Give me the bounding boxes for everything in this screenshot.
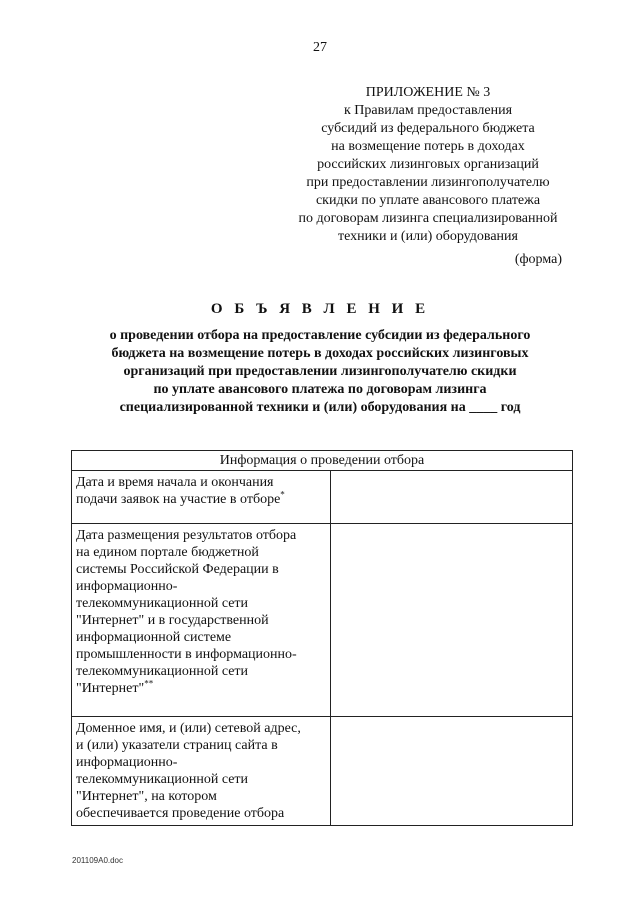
- appendix-line: скидки по уплате авансового платежа: [315, 193, 541, 208]
- row-label-line: промышленности в информационно-: [76, 647, 297, 662]
- document-title: О Б Ъ Я В Л Е Н И Е: [210, 301, 430, 317]
- footnote-marker: *: [280, 489, 285, 500]
- form-label: (форма): [514, 252, 562, 267]
- row-value-cell[interactable]: [330, 471, 572, 524]
- row-label-line: Дата размещения результатов отбора: [76, 528, 297, 543]
- appendix-line: техники и (или) оборудования: [338, 229, 518, 244]
- subtitle-line: по уплате авансового платежа по договорам лизинга: [153, 382, 487, 397]
- row-label-line: обеспечивается проведение отбора: [76, 806, 285, 821]
- table-header: Информация о проведении отбора: [72, 451, 573, 471]
- table-row: [72, 471, 573, 524]
- appendix-heading: [268, 84, 588, 246]
- row-label-line: Дата и время начала и окончания: [76, 475, 274, 490]
- document-subtitle: [40, 327, 600, 417]
- row-label-cell: [72, 717, 331, 826]
- row-label-line: Доменное имя, и (или) сетевой адрес,: [76, 721, 301, 736]
- appendix-line: при предоставлении лизингополучателю: [306, 175, 550, 190]
- appendix-line: ПРИЛОЖЕНИЕ № 3: [365, 85, 491, 100]
- row-label-line: телекоммуникационной сети: [76, 596, 249, 611]
- subtitle-line: о проведении отбора на предоставление субсидии из федерального: [109, 328, 531, 343]
- row-value-cell[interactable]: [330, 717, 572, 826]
- row-label-line: на едином портале бюджетной: [76, 545, 259, 560]
- row-label-cell: [72, 524, 331, 717]
- row-label-line: телекоммуникационной сети: [76, 772, 249, 787]
- row-label-text: "Интернет": [76, 681, 145, 696]
- row-label-line: информационно-: [76, 579, 178, 594]
- appendix-line: субсидий из федерального бюджета: [321, 121, 535, 136]
- subtitle-line: организаций при предоставлении лизингополучателю скидки: [123, 364, 517, 379]
- table-row: [72, 524, 573, 717]
- row-label-line: и (или) указатели страниц сайта в: [76, 738, 278, 753]
- row-label-line: "Интернет" и в государственной: [76, 613, 269, 628]
- row-label-line: [76, 491, 326, 508]
- row-label-line: информационно-: [76, 755, 178, 770]
- row-label-line: телекоммуникационной сети: [76, 664, 249, 679]
- page-number: 27: [313, 40, 327, 55]
- subtitle-line: бюджета на возмещение потерь в доходах российских лизинговых: [111, 346, 529, 361]
- appendix-line: на возмещение потерь в доходах: [331, 139, 525, 154]
- row-label-line: [76, 680, 326, 697]
- row-label-line: информационной системе: [76, 630, 232, 645]
- appendix-line: российских лизинговых организаций: [317, 157, 539, 172]
- row-label-cell: [72, 471, 331, 524]
- table-row: [72, 717, 573, 826]
- row-label-line: "Интернет", на котором: [76, 789, 217, 804]
- row-label-text: подачи заявок на участие в отборе: [76, 492, 281, 507]
- selection-info-table: [71, 450, 573, 826]
- footer-file-code: 201109A0.doc: [72, 856, 124, 865]
- subtitle-line: специализированной техники и (или) оборудования на ____ год: [119, 400, 521, 415]
- row-label-line: системы Российской Федерации в: [76, 562, 279, 577]
- row-value-cell[interactable]: [330, 524, 572, 717]
- footnote-marker: **: [144, 678, 154, 689]
- appendix-line: по договорам лизинга специализированной: [298, 211, 558, 226]
- appendix-line: к Правилам предоставления: [343, 103, 513, 118]
